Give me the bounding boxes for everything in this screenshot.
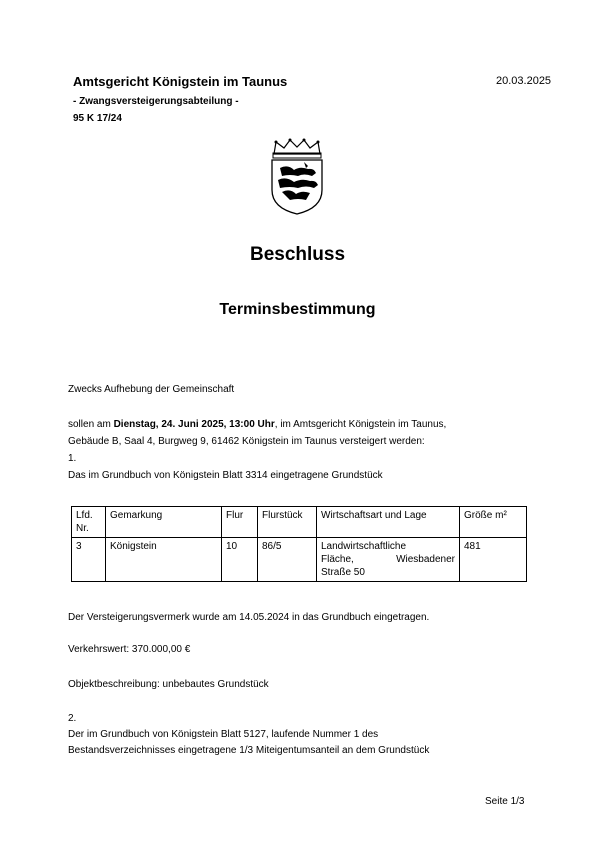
document-title: Beschluss [249,244,346,265]
hessen-coat-of-arms-icon [268,138,326,216]
case-number: 95 K 17/24 [73,113,122,124]
item-1-number: 1. [68,453,77,464]
auction-date-line: sollen am Dienstag, 24. Juni 2025, 13:00 Uhr, im Amtsgericht Königstein im Taunus, [68,419,447,430]
header-wirtschaftsart: Wirtschaftsart und Lage [317,507,460,538]
purpose-text: Zwecks Aufhebung der Gemeinschaft [68,384,235,395]
registration-note: Der Versteigerungsvermerk wurde am 14.05.2024 in das Grundbuch eingetragen. [68,612,430,623]
item-2-line-2: Bestandsverzeichnisses eingetragene 1/3 Miteigentumsanteil an dem Grundstück [68,745,430,756]
auction-location-line: Gebäude B, Saal 4, Burgweg 9, 61462 Königstein im Taunus versteigert werden: [68,436,425,447]
table-row [72,538,527,582]
header-lfd: Lfd. Nr. [72,507,106,538]
document-subtitle: Terminsbestimmung [219,301,376,318]
cell-lfd: 3 [72,538,106,582]
item-2-line-1: Der im Grundbuch von Königstein Blatt 5127, laufende Nummer 1 des [68,729,379,740]
cell-groesse: 481 [460,538,527,582]
header-flurstueck: Flurstück [258,507,317,538]
court-name: Amtsgericht Königstein im Taunus [73,74,288,89]
auction-date: Dienstag, 24. Juni 2025, 13:00 Uhr [113,419,275,430]
table-header-row [72,507,527,538]
header-flur: Flur [222,507,258,538]
object-description: Objektbeschreibung: unbebautes Grundstück [68,679,269,690]
market-value: Verkehrswert: 370.000,00 € [68,644,191,655]
land-register-table [71,506,527,582]
cell-gemarkung: Königstein [106,538,222,582]
item-1-text: Das im Grundbuch von Königstein Blatt 3314 eingetragene Grundstück [68,470,383,481]
header-groesse: Größe m² [460,507,527,538]
page-number: Seite 1/3 [485,796,525,807]
court-department: - Zwangsversteigerungsabteilung - [73,96,239,107]
cell-flurstueck: 86/5 [258,538,317,582]
cell-flur: 10 [222,538,258,582]
document-date: 20.03.2025 [496,75,552,87]
item-2-number: 2. [68,713,77,724]
cell-wirtschaftsart: Landwirtschaftliche Fläche, Wiesbadener Straße 50 [317,538,460,582]
header-gemarkung: Gemarkung [106,507,222,538]
